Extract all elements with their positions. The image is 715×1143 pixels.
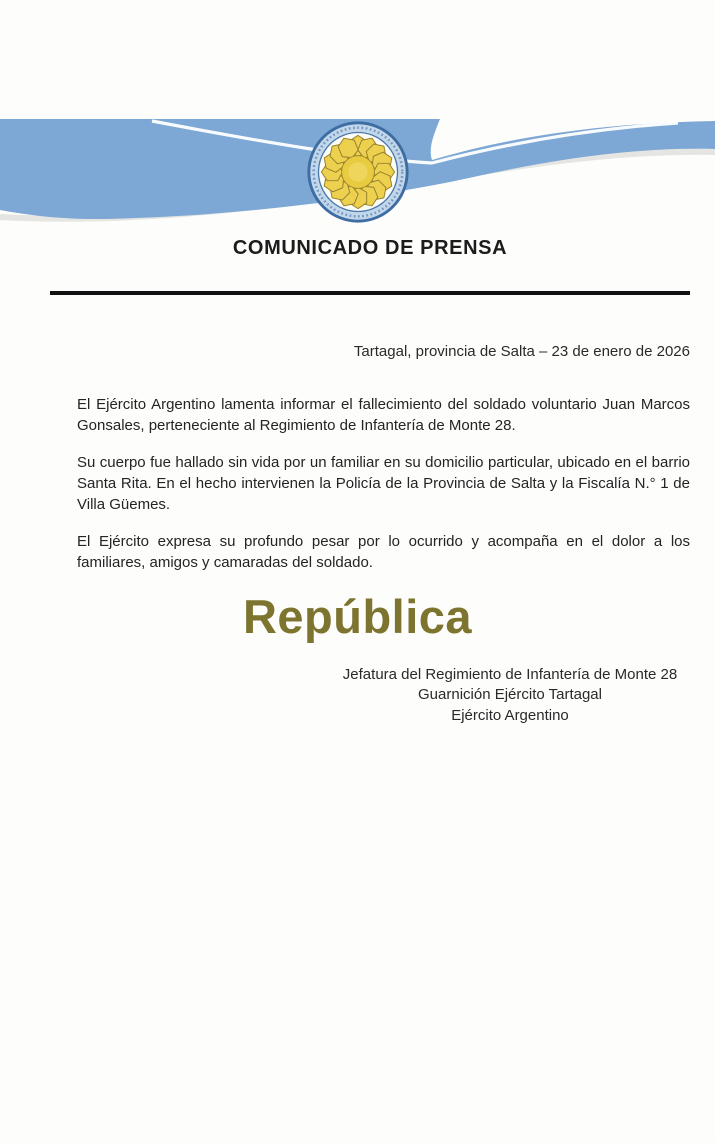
page-title: COMUNICADO DE PRENSA: [232, 237, 508, 259]
body-text: [77, 394, 690, 573]
title-divider: [50, 291, 690, 295]
dateline: Tartagal, provincia de Salta – 23 de enero de 2026: [353, 342, 690, 360]
paragraph-2: Su cuerpo fue hallado sin vida por un familiar en su domicilio particular, ubicado en el barrio Santa Rita. En el hecho intervienen la Policía de la Provincia de Salta y la Fiscalía N.° 1 de Villa Güemes.: [77, 453, 690, 513]
republica-watermark: República: [242, 589, 473, 643]
paragraph-1: El Ejército Argentino lamenta informar el fallecimiento del soldado voluntario Juan Marcos Gonsales, perteneciente al Regimiento de Infantería de Monte 28.: [77, 395, 690, 434]
paragraph-3: El Ejército expresa su profundo pesar por lo ocurrido y acompaña en el dolor a los familiares, amigos y camaradas del soldado.: [77, 532, 690, 571]
signature-block: [330, 665, 690, 727]
signature-line-garrison: Guarnición Ejército Tartagal: [418, 686, 602, 703]
army-crest-icon: [305, 119, 411, 225]
signature-line-unit: Jefatura del Regimiento de Infantería de Monte 28: [342, 665, 678, 683]
press-release-document: [0, 119, 715, 1143]
signature-line-army: Ejército Argentino: [451, 706, 569, 724]
